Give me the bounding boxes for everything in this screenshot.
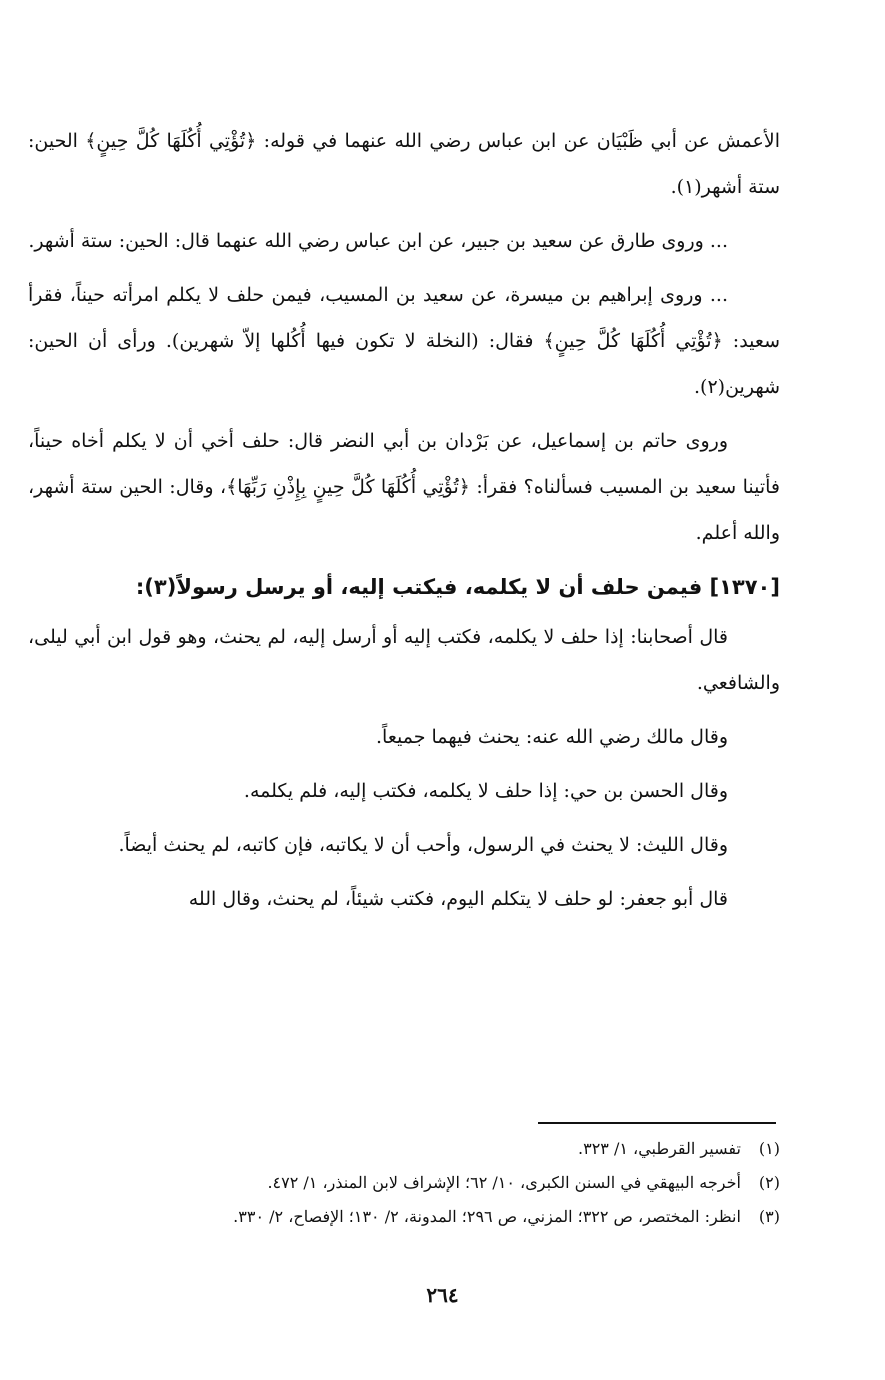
footnote-divider [538,1122,776,1124]
footnote-text: تفسير القرطبي، ١/ ٣٢٣. [578,1139,741,1158]
main-text [28,118,780,930]
section-paragraph-5: قال أبو جعفر: لو حلف لا يتكلم اليوم، فكتب شيئاً، لم يحنث، وقال الله [188,888,728,910]
section-paragraph-4: وقال الليث: لا يحنث في الرسول، وأحب أن لا يكاتبه، فإن كاتبه، لم يحنث أيضاً. [118,834,728,856]
footnotes [28,1132,780,1234]
footnote-3 [28,1200,780,1234]
paragraph-4: وروى حاتم بن إسماعيل، عن بَرْدان بن أبي النضر قال: حلف أخي أن لا يكلم أخاه حيناً، فأتينا سعيد بن المسيب فسألناه؟ فقرأ: ﴿تُؤْتِي أُكُلَهَا كُلَّ حِينٍ بِإِذْنِ رَبِّهَا﴾، وقال: الحين ستة أشهر، والله أعلم. [28,430,780,544]
section-paragraph-2: وقال مالك رضي الله عنه: يحنث فيهما جميعاً. [376,726,728,748]
footnote-number: (١) [758,1139,780,1158]
paragraph-1: الأعمش عن أبي ظَبْيَان عن ابن عباس رضي الله عنهما في قوله: ﴿تُؤْتِي أُكُلَهَا كُلَّ حِينٍ﴾ الحين: ستة أشهر(١). [28,130,780,198]
footnote-1 [28,1132,780,1166]
footnote-number: (٣) [758,1207,780,1226]
footnote-text: انظر: المختصر، ص ٣٢٢؛ المزني، ص ٢٩٦؛ المدونة، ٢/ ١٣٠؛ الإفصاح، ٢/ ٣٣٠. [233,1207,741,1226]
footnote-number: (٢) [758,1173,780,1192]
paragraph-3: ... وروى إبراهيم بن ميسرة، عن سعيد بن المسيب، فيمن حلف لا يكلم امرأته حيناً، فقرأ سعيد: ﴿تُؤْتِي أُكُلَهَا كُلَّ حِينٍ﴾ فقال: (النخلة لا تكون فيها أُكُلها إلاّ شهرين). ورأى أن الحين: شهرين(٢). [28,284,780,398]
paragraph-2: ... وروى طارق عن سعيد بن جبير، عن ابن عباس رضي الله عنهما قال: الحين: ستة أشهر. [28,230,728,252]
section-heading: [١٣٧٠] فيمن حلف أن لا يكلمه، فيكتب إليه، أو يرسل رسولاً(٣): [135,575,780,599]
section-paragraph-1: قال أصحابنا: إذا حلف لا يكلمه، فكتب إليه أو أرسل إليه، لم يحنث، وهو قول ابن أبي ليلى، والشافعي. [28,626,780,694]
footnote-2 [28,1166,780,1200]
section-paragraph-3: وقال الحسن بن حي: إذا حلف لا يكلمه، فكتب إليه، فلم يكلمه. [243,780,728,802]
footnote-text: أخرجه البيهقي في السنن الكبرى، ١٠/ ٦٢؛ الإشراف لابن المنذر، ١/ ٤٧٢. [267,1173,741,1192]
page-number: ٢٦٤ [426,1283,459,1307]
